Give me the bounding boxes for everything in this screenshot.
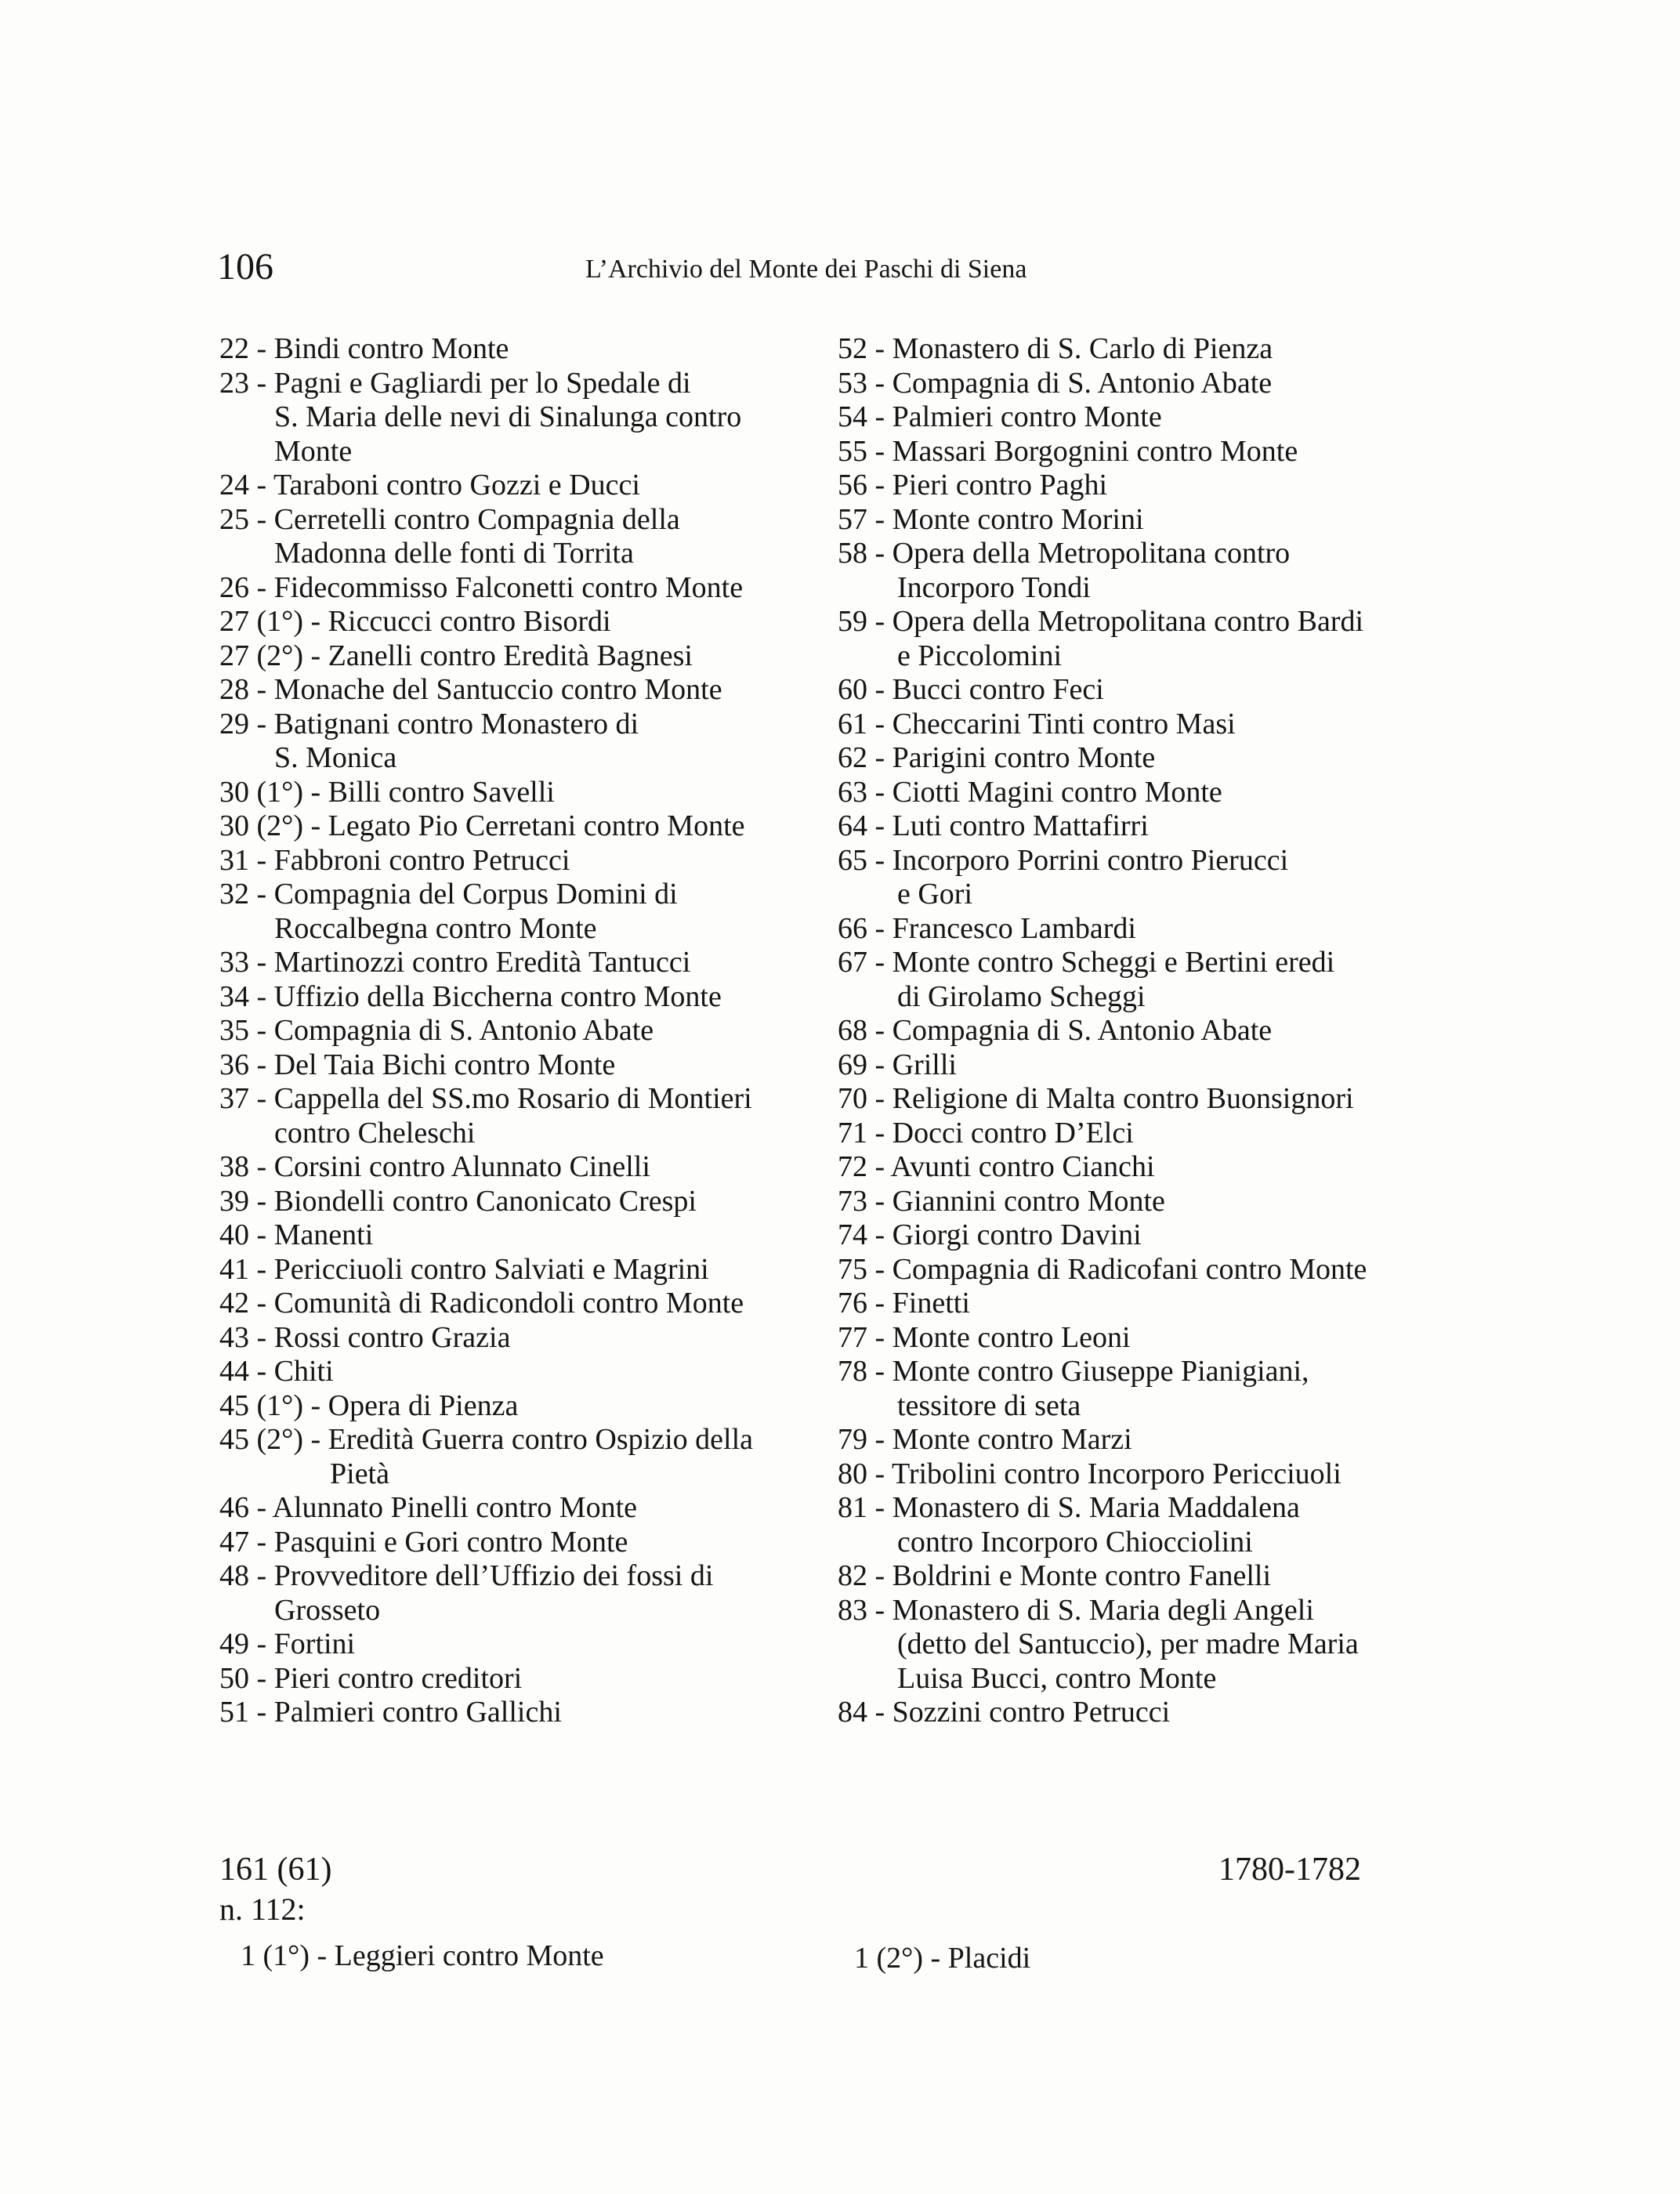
entry-82 bbox=[838, 1559, 1367, 1594]
entry-line: Grosseto bbox=[274, 1593, 381, 1627]
entry-45-1 bbox=[219, 1389, 753, 1424]
entry-68 bbox=[838, 1014, 1367, 1048]
entry-line: Incorporo Tondi bbox=[897, 570, 1091, 604]
entry-line: 35 - Compagnia di S. Antonio Abate bbox=[219, 1014, 654, 1047]
entry-line: 31 - Fabbroni contro Petrucci bbox=[219, 843, 570, 877]
entry-36 bbox=[219, 1048, 753, 1083]
entry-46 bbox=[219, 1491, 753, 1526]
entry-84 bbox=[838, 1696, 1367, 1730]
entry-31 bbox=[219, 844, 753, 878]
entry-line: 76 - Finetti bbox=[838, 1287, 970, 1320]
entry-line: 28 - Monache del Santuccio contro Monte bbox=[219, 673, 722, 706]
entry-line: tessitore di seta bbox=[897, 1388, 1081, 1422]
entry-23 bbox=[219, 367, 753, 469]
entry-line: 40 - Manenti bbox=[219, 1218, 374, 1251]
entry-line: Monte bbox=[274, 434, 353, 468]
running-title: L’Archivio del Monte dei Paschi di Siena bbox=[585, 255, 1027, 284]
entry-line: contro Cheleschi bbox=[274, 1116, 476, 1149]
entry-line: 55 - Massari Borgognini contro Monte bbox=[838, 434, 1298, 468]
sub-item: 1 (2°) - Placidi bbox=[854, 1942, 1031, 1975]
entry-line: 84 - Sozzini contro Petrucci bbox=[838, 1696, 1171, 1729]
entry-69 bbox=[838, 1048, 1367, 1083]
entry-line: 73 - Giannini contro Monte bbox=[838, 1184, 1165, 1218]
entry-28 bbox=[219, 673, 753, 708]
left-column bbox=[219, 332, 753, 1730]
entry-77 bbox=[838, 1321, 1367, 1356]
entry-line: 22 - Bindi contro Monte bbox=[219, 332, 509, 365]
archive-unit-number: 161 (61) bbox=[219, 1852, 332, 1888]
entry-27-2 bbox=[219, 639, 753, 674]
entry-78 bbox=[838, 1355, 1367, 1423]
page-number: 106 bbox=[217, 246, 273, 288]
entry-line: S. Monica bbox=[274, 741, 397, 774]
entry-66 bbox=[838, 912, 1367, 947]
entry-45-2 bbox=[219, 1423, 753, 1491]
entry-line: (detto del Santuccio), per madre Maria bbox=[897, 1627, 1359, 1660]
entry-59 bbox=[838, 605, 1367, 673]
entry-line: 38 - Corsini contro Alunnato Cinelli bbox=[219, 1150, 650, 1183]
entry-line: 23 - Pagni e Gagliardi per lo Spedale di bbox=[219, 366, 691, 400]
entry-line: 64 - Luti contro Mattafirri bbox=[838, 809, 1149, 842]
entry-38 bbox=[219, 1150, 753, 1185]
entry-50 bbox=[219, 1662, 753, 1696]
entry-32 bbox=[219, 878, 753, 946]
entry-line: 62 - Parigini contro Monte bbox=[838, 741, 1156, 774]
sub-item: 1 (1°) - Leggieri contro Monte bbox=[241, 1939, 604, 1972]
entry-line: 74 - Giorgi contro Davini bbox=[838, 1218, 1142, 1251]
entry-70 bbox=[838, 1082, 1367, 1117]
entry-line: 45 (1°) - Opera di Pienza bbox=[219, 1388, 519, 1422]
entry-42 bbox=[219, 1287, 753, 1321]
entry-line: 65 - Incorporo Porrini contro Pierucci bbox=[838, 843, 1289, 877]
entry-81 bbox=[838, 1491, 1367, 1559]
entry-line: contro Incorporo Chiocciolini bbox=[897, 1525, 1253, 1559]
entry-line: 32 - Compagnia del Corpus Domini di bbox=[219, 878, 678, 911]
entry-line: 25 - Cerretelli contro Compagnia della bbox=[219, 502, 680, 536]
entry-line: 27 (2°) - Zanelli contro Eredità Bagnesi bbox=[219, 639, 693, 672]
entry-line: 66 - Francesco Lambardi bbox=[838, 911, 1136, 945]
entry-line: Roccalbegna contro Monte bbox=[274, 911, 597, 945]
entry-line: 58 - Opera della Metropolitana contro bbox=[838, 537, 1291, 570]
entry-line: 37 - Cappella del SS.mo Rosario di Montieri bbox=[219, 1082, 752, 1115]
entry-line: 82 - Boldrini e Monte contro Fanelli bbox=[838, 1559, 1272, 1592]
entry-73 bbox=[838, 1185, 1367, 1219]
entry-55 bbox=[838, 435, 1367, 469]
entry-line: 63 - Ciotti Magini contro Monte bbox=[838, 775, 1222, 809]
entry-line: 26 - Fidecommisso Falconetti contro Monte bbox=[219, 570, 744, 604]
entry-39 bbox=[219, 1185, 753, 1219]
entry-line: e Gori bbox=[897, 878, 973, 911]
entry-52 bbox=[838, 332, 1367, 367]
entry-44 bbox=[219, 1355, 753, 1389]
entry-line: 29 - Batignani contro Monastero di bbox=[219, 707, 639, 740]
entry-71 bbox=[838, 1117, 1367, 1151]
entry-58 bbox=[838, 537, 1367, 605]
entry-40 bbox=[219, 1218, 753, 1253]
entry-79 bbox=[838, 1423, 1367, 1457]
entry-76 bbox=[838, 1287, 1367, 1321]
entry-48 bbox=[219, 1559, 753, 1627]
entry-30-1 bbox=[219, 776, 753, 810]
entry-62 bbox=[838, 741, 1367, 776]
entry-24 bbox=[219, 469, 753, 503]
entry-line: 72 - Avunti contro Cianchi bbox=[838, 1150, 1155, 1183]
entry-line: 75 - Compagnia di Radicofani contro Monte bbox=[838, 1252, 1367, 1286]
entry-line: 34 - Uffizio della Biccherna contro Monte bbox=[219, 979, 722, 1013]
entry-line: 36 - Del Taia Bichi contro Monte bbox=[219, 1048, 616, 1081]
entry-line: Pietà bbox=[330, 1457, 389, 1490]
entry-line: 42 - Comunità di Radicondoli contro Monte bbox=[219, 1287, 744, 1320]
entry-line: 33 - Martinozzi contro Eredità Tantucci bbox=[219, 946, 691, 979]
entry-61 bbox=[838, 708, 1367, 742]
entry-line: 52 - Monastero di S. Carlo di Pienza bbox=[838, 332, 1273, 365]
entry-53 bbox=[838, 367, 1367, 401]
entry-line: 49 - Fortini bbox=[219, 1627, 356, 1660]
entry-75 bbox=[838, 1253, 1367, 1287]
entry-line: 50 - Pieri contro creditori bbox=[219, 1661, 523, 1695]
entry-line: 59 - Opera della Metropolitana contro Bardi bbox=[838, 605, 1364, 638]
entry-54 bbox=[838, 400, 1367, 435]
entry-63 bbox=[838, 776, 1367, 810]
entry-25 bbox=[219, 503, 753, 571]
entry-line: 79 - Monte contro Marzi bbox=[838, 1423, 1132, 1456]
entry-22 bbox=[219, 332, 753, 367]
entry-line: Madonna delle fonti di Torrita bbox=[274, 537, 634, 570]
entry-57 bbox=[838, 503, 1367, 538]
entry-26 bbox=[219, 571, 753, 606]
entry-line: 24 - Taraboni contro Gozzi e Ducci bbox=[219, 469, 640, 501]
entry-67 bbox=[838, 946, 1367, 1014]
entry-line: e Piccolomini bbox=[897, 639, 1063, 672]
entry-line: 45 (2°) - Eredità Guerra contro Ospizio della bbox=[219, 1423, 753, 1456]
entry-64 bbox=[838, 809, 1367, 844]
entry-line: 70 - Religione di Malta contro Buonsignori bbox=[838, 1082, 1354, 1115]
entry-line: di Girolamo Scheggi bbox=[897, 979, 1146, 1013]
entry-line: 47 - Pasquini e Gori contro Monte bbox=[219, 1525, 628, 1559]
entry-line: 43 - Rossi contro Grazia bbox=[219, 1320, 511, 1354]
entry-line: 54 - Palmieri contro Monte bbox=[838, 400, 1162, 433]
entry-line: 27 (1°) - Riccucci contro Bisordi bbox=[219, 605, 611, 638]
entry-line: 39 - Biondelli contro Canonicato Crespi bbox=[219, 1184, 697, 1218]
entry-line: 53 - Compagnia di S. Antonio Abate bbox=[838, 366, 1273, 400]
entry-60 bbox=[838, 673, 1367, 708]
date-range: 1780-1782 bbox=[1218, 1852, 1361, 1888]
entry-72 bbox=[838, 1150, 1367, 1185]
entry-83 bbox=[838, 1594, 1367, 1696]
entry-56 bbox=[838, 469, 1367, 503]
entry-29 bbox=[219, 708, 753, 776]
entry-line: 30 (1°) - Billi contro Savelli bbox=[219, 775, 555, 809]
entry-34 bbox=[219, 980, 753, 1015]
entry-30-2 bbox=[219, 809, 753, 844]
entry-line: 41 - Pericciuoli contro Salviati e Magrini bbox=[219, 1252, 709, 1286]
entry-49 bbox=[219, 1627, 753, 1662]
entry-43 bbox=[219, 1321, 753, 1356]
entry-line: 57 - Monte contro Morini bbox=[838, 502, 1144, 536]
entry-line: 77 - Monte contro Leoni bbox=[838, 1320, 1131, 1354]
entry-line: 68 - Compagnia di S. Antonio Abate bbox=[838, 1014, 1273, 1047]
entry-line: 67 - Monte contro Scheggi e Bertini eredi bbox=[838, 946, 1335, 979]
entry-80 bbox=[838, 1457, 1367, 1492]
volume-number: n. 112: bbox=[219, 1892, 306, 1927]
entry-line: 80 - Tribolini contro Incorporo Pericciuoli bbox=[838, 1457, 1341, 1490]
entry-line: 78 - Monte contro Giuseppe Pianigiani, bbox=[838, 1355, 1309, 1388]
entry-74 bbox=[838, 1218, 1367, 1253]
entry-41 bbox=[219, 1253, 753, 1287]
entry-line: 71 - Docci contro D’Elci bbox=[838, 1116, 1134, 1149]
entry-line: 69 - Grilli bbox=[838, 1048, 957, 1081]
entry-line: 81 - Monastero di S. Maria Maddalena bbox=[838, 1491, 1300, 1524]
entry-line: 60 - Bucci contro Feci bbox=[838, 673, 1104, 706]
entry-line: S. Maria delle nevi di Sinalunga contro bbox=[274, 400, 742, 433]
entry-33 bbox=[219, 946, 753, 980]
entry-line: Luisa Bucci, contro Monte bbox=[897, 1661, 1217, 1695]
entry-47 bbox=[219, 1526, 753, 1560]
entry-51 bbox=[219, 1696, 753, 1730]
entry-line: 51 - Palmieri contro Gallichi bbox=[219, 1696, 562, 1729]
right-column bbox=[838, 332, 1367, 1730]
entry-line: 83 - Monastero di S. Maria degli Angeli bbox=[838, 1593, 1314, 1627]
entry-line: 56 - Pieri contro Paghi bbox=[838, 469, 1108, 501]
entry-37 bbox=[219, 1082, 753, 1150]
entry-27-1 bbox=[219, 605, 753, 639]
entry-65 bbox=[838, 844, 1367, 912]
entry-line: 44 - Chiti bbox=[219, 1355, 334, 1388]
entry-line: 61 - Checcarini Tinti contro Masi bbox=[838, 707, 1236, 740]
entry-line: 30 (2°) - Legato Pio Cerretani contro Monte bbox=[219, 809, 745, 842]
entry-line: 46 - Alunnato Pinelli contro Monte bbox=[219, 1491, 638, 1524]
entry-line: 48 - Provveditore dell’Uffizio dei fossi di bbox=[219, 1559, 714, 1592]
entry-35 bbox=[219, 1014, 753, 1048]
